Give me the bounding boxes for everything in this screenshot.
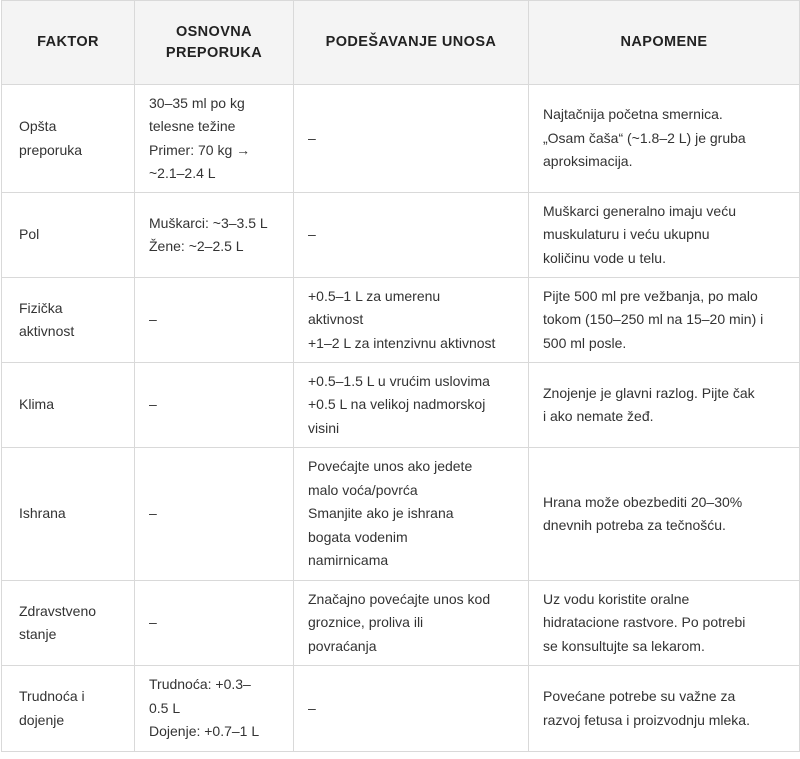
cell-notes: Najtačnija početna smernica. „Osam čaša“ (~1.8–2 L) je gruba aproksimacija. — [529, 85, 800, 193]
table-row — [2, 278, 800, 363]
header-notes: NAPOMENE — [529, 1, 800, 85]
cell-factor: Opšta preporuka — [2, 85, 135, 193]
cell-adjust: – — [294, 666, 529, 752]
cell-factor: Pol — [2, 193, 135, 278]
cell-adjust: Značajno povećajte unos kod groznice, proliva ili povraćanja — [294, 581, 529, 666]
cell-notes: Povećane potrebe su važne za razvoj fetusa i proizvodnju mleka. — [529, 666, 800, 752]
cell-adjust: – — [294, 193, 529, 278]
cell-base: – — [135, 363, 294, 448]
cell-factor: Trudnoća i dojenje — [2, 666, 135, 752]
cell-base: – — [135, 581, 294, 666]
cell-factor: Fizička aktivnost — [2, 278, 135, 363]
header-base-recommendation: OSNOVNA PREPORUKA — [135, 1, 294, 85]
table-row — [2, 193, 800, 278]
table-header-row — [2, 1, 800, 85]
cell-adjust: Povećajte unos ako jedete malo voća/povrća Smanjite ako je ishrana bogata vodenim namirnicama — [294, 448, 529, 581]
cell-notes: Pijte 500 ml pre vežbanja, po malo tokom (150–250 ml na 15–20 min) i 500 ml posle. — [529, 278, 800, 363]
header-intake-adjustment: PODEŠAVANJE UNOSA — [294, 1, 529, 85]
cell-factor: Ishrana — [2, 448, 135, 581]
table-row — [2, 363, 800, 448]
cell-notes: Muškarci generalno imaju veću muskulaturu i veću ukupnu količinu vode u telu. — [529, 193, 800, 278]
cell-factor: Klima — [2, 363, 135, 448]
header-factor: FAKTOR — [2, 1, 135, 85]
cell-base: – — [135, 278, 294, 363]
cell-factor: Zdravstveno stanje — [2, 581, 135, 666]
hydration-factors-table — [1, 0, 800, 752]
table-row — [2, 85, 800, 193]
cell-adjust: – — [294, 85, 529, 193]
table-row — [2, 581, 800, 666]
cell-notes: Hrana može obezbediti 20–30% dnevnih potreba za tečnošću. — [529, 448, 800, 581]
cell-base: 30–35 ml po kg telesne težine Primer: 70 kg → ~2.1–2.4 L — [135, 85, 294, 193]
cell-base: – — [135, 448, 294, 581]
cell-notes: Uz vodu koristite oralne hidratacione rastvore. Po potrebi se konsultujte sa lekarom. — [529, 581, 800, 666]
table-row — [2, 666, 800, 752]
cell-adjust: +0.5–1.5 L u vrućim uslovima +0.5 L na velikoj nadmorskoj visini — [294, 363, 529, 448]
cell-notes: Znojenje je glavni razlog. Pijte čak i ako nemate žeđ. — [529, 363, 800, 448]
cell-adjust: +0.5–1 L za umerenu aktivnost +1–2 L za intenzivnu aktivnost — [294, 278, 529, 363]
table-row — [2, 448, 800, 581]
cell-base: Trudnoća: +0.3– 0.5 L Dojenje: +0.7–1 L — [135, 666, 294, 752]
cell-base: Muškarci: ~3–3.5 L Žene: ~2–2.5 L — [135, 193, 294, 278]
